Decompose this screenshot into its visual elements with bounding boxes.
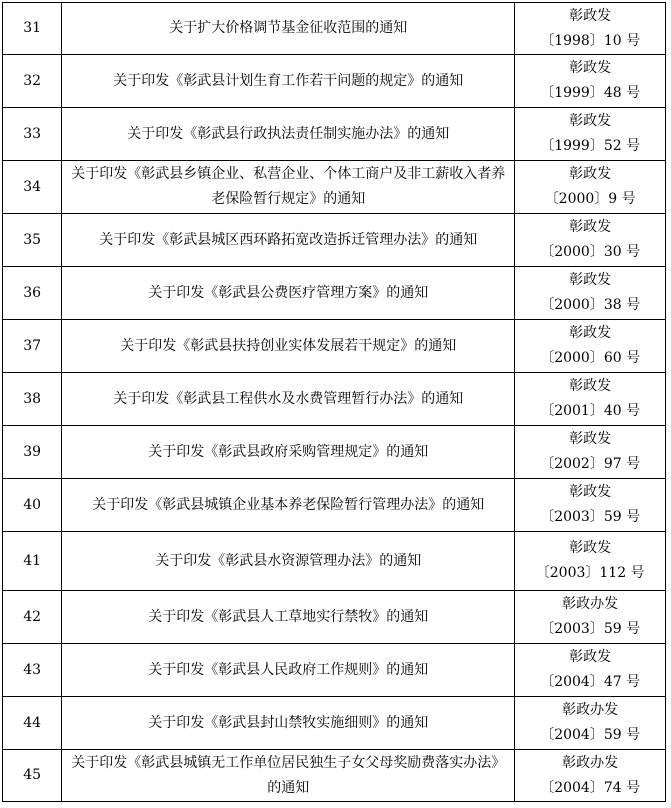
issuing-office: 彰政办发 <box>562 596 619 612</box>
document-title: 关于印发《彰武县扶持创业实体发展若干规定》的通知 <box>120 337 457 354</box>
issuing-office: 彰政办发 <box>562 754 619 771</box>
row-title-cell <box>62 479 515 532</box>
row-document-number-cell <box>515 532 666 591</box>
row-number: 38 <box>3 373 62 426</box>
row-document-number-cell <box>515 3 666 55</box>
row-document-number-cell <box>515 591 666 644</box>
row-title-cell <box>62 750 515 802</box>
issuing-office: 彰政发 <box>569 378 612 394</box>
issuing-office: 彰政发 <box>569 7 612 24</box>
row-document-number-cell <box>515 644 666 697</box>
document-number: 〔2004〕59 号 <box>540 727 641 743</box>
table-row <box>3 267 666 320</box>
row-number: 36 <box>3 267 62 320</box>
row-document-number-cell <box>515 750 666 802</box>
table-row <box>3 532 666 591</box>
document-number: 〔2003〕112 号 <box>535 565 645 581</box>
row-title-cell <box>62 108 515 161</box>
row-document-number-cell <box>515 479 666 532</box>
document-number: 〔2000〕38 号 <box>540 297 641 313</box>
table-row <box>3 426 666 479</box>
row-title-cell <box>62 591 515 644</box>
table-row <box>3 591 666 644</box>
document-number: 〔2003〕59 号 <box>540 621 641 637</box>
document-number: 〔2000〕30 号 <box>540 244 641 260</box>
document-number: 〔2004〕47 号 <box>540 674 641 690</box>
issuing-office: 彰政发 <box>569 272 612 288</box>
row-number: 35 <box>3 214 62 267</box>
issuing-office: 彰政发 <box>569 219 612 235</box>
table-row <box>3 3 666 55</box>
document-title: 关于印发《彰武县计划生育工作若干问题的规定》的通知 <box>113 72 464 89</box>
document-number: 〔2001〕40 号 <box>540 403 641 419</box>
document-title: 关于印发《彰武县工程供水及水费管理暂行办法》的通知 <box>113 390 464 407</box>
issuing-office: 彰政发 <box>569 649 612 665</box>
row-number: 32 <box>3 55 62 108</box>
document-number: 〔2000〕9 号 <box>544 191 636 207</box>
row-title-cell <box>62 697 515 750</box>
document-title: 关于印发《彰武县城镇企业基本养老保险暂行管理办法》的通知 <box>92 496 485 513</box>
table-row <box>3 644 666 697</box>
row-number: 45 <box>3 750 62 802</box>
row-document-number-cell <box>515 320 666 373</box>
issuing-office: 彰政发 <box>569 325 612 341</box>
table-row <box>3 214 666 267</box>
document-title: 关于印发《彰武县城区西环路拓宽改造拆迁管理办法》的通知 <box>99 231 478 248</box>
row-title-cell <box>62 214 515 267</box>
document-number: 〔1999〕48 号 <box>540 85 641 101</box>
row-title-cell <box>62 532 515 591</box>
row-number: 44 <box>3 697 62 750</box>
row-number: 41 <box>3 532 62 591</box>
row-title-cell <box>62 3 515 55</box>
table-row <box>3 55 666 108</box>
document-number: 〔1998〕10 号 <box>540 32 641 49</box>
row-number: 42 <box>3 591 62 644</box>
document-title: 关于印发《彰武县人工草地实行禁牧》的通知 <box>148 608 429 625</box>
row-document-number-cell <box>515 55 666 108</box>
issuing-office: 彰政发 <box>569 484 612 500</box>
row-number: 37 <box>3 320 62 373</box>
table-row <box>3 697 666 750</box>
row-document-number-cell <box>515 214 666 267</box>
row-title-cell <box>62 644 515 697</box>
document-title: 关于印发《彰武县行政执法责任制实施办法》的通知 <box>127 125 450 142</box>
document-title: 关于印发《彰武县城镇无工作单位居民独生子女父母奖励费落实办法》的通知 <box>71 754 506 796</box>
row-document-number-cell <box>515 267 666 320</box>
row-number: 39 <box>3 426 62 479</box>
row-document-number-cell <box>515 373 666 426</box>
table-row <box>3 373 666 426</box>
row-document-number-cell <box>515 108 666 161</box>
row-number: 34 <box>3 161 62 214</box>
document-title: 关于印发《彰武县政府采购管理规定》的通知 <box>148 443 429 460</box>
document-table <box>2 2 666 802</box>
document-title: 关于印发《彰武县公费医疗管理方案》的通知 <box>148 284 429 301</box>
row-number: 40 <box>3 479 62 532</box>
table-row <box>3 108 666 161</box>
table-row <box>3 750 666 802</box>
issuing-office: 彰政办发 <box>562 702 619 718</box>
row-title-cell <box>62 426 515 479</box>
row-title-cell <box>62 373 515 426</box>
document-title: 关于印发《彰武县人民政府工作规则》的通知 <box>148 661 429 678</box>
row-number: 43 <box>3 644 62 697</box>
row-title-cell <box>62 320 515 373</box>
document-title: 关于印发《彰武县封山禁牧实施细则》的通知 <box>148 714 429 731</box>
issuing-office: 彰政发 <box>569 431 612 447</box>
document-title: 关于扩大价格调节基金征收范围的通知 <box>169 20 408 36</box>
issuing-office: 彰政发 <box>569 60 612 76</box>
row-number: 33 <box>3 108 62 161</box>
table-row <box>3 161 666 214</box>
issuing-office: 彰政发 <box>569 166 612 182</box>
row-document-number-cell <box>515 161 666 214</box>
document-number: 〔1999〕52 号 <box>540 138 641 154</box>
document-number: 〔2004〕74 号 <box>540 779 641 796</box>
document-title: 关于印发《彰武县水资源管理办法》的通知 <box>155 552 422 569</box>
document-title: 关于印发《彰武县乡镇企业、私营企业、个体工商户及非工薪收入者养老保险暂行规定》的通知 <box>71 166 506 207</box>
document-number: 〔2003〕59 号 <box>540 509 641 525</box>
row-document-number-cell <box>515 426 666 479</box>
issuing-office: 彰政发 <box>569 540 612 556</box>
row-document-number-cell <box>515 697 666 750</box>
row-number: 31 <box>3 3 62 55</box>
row-title-cell <box>62 267 515 320</box>
table-row <box>3 479 666 532</box>
table-row <box>3 320 666 373</box>
issuing-office: 彰政发 <box>569 113 612 129</box>
row-title-cell <box>62 161 515 214</box>
document-number: 〔2000〕60 号 <box>540 350 641 366</box>
table-body <box>3 3 666 802</box>
row-title-cell <box>62 55 515 108</box>
document-number: 〔2002〕97 号 <box>540 456 641 472</box>
